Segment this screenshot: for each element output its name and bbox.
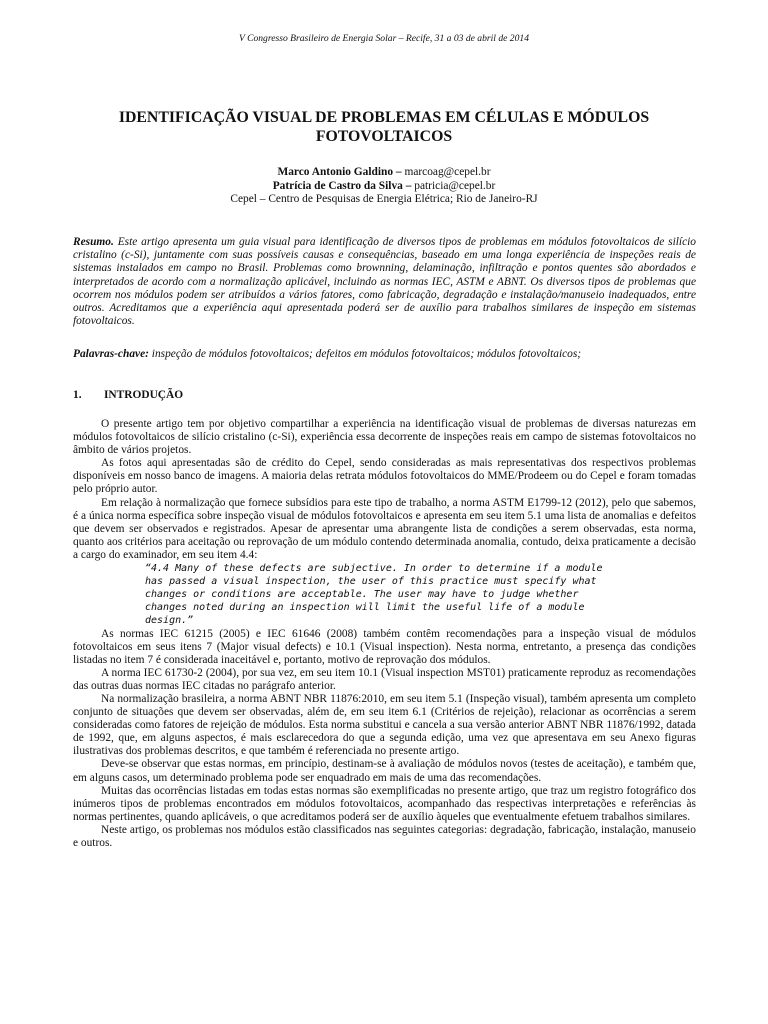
keywords-label: Palavras-chave: bbox=[73, 348, 149, 360]
author-separator: – bbox=[393, 166, 405, 178]
body-paragraph: Deve-se observar que estas normas, em princípio, destinam-se à avaliação de módulos novos (testes de aceitação), e também que, em alguns casos, um determinado problema pode ser enquadrado em mais de uma das recomendações. bbox=[73, 758, 696, 784]
body-paragraph: As fotos aqui apresentadas são de crédito do Cepel, sendo consideradas as mais representativas dos respectivos problemas disponíveis em nosso banco de imagens. A maioria delas retrata módulos fotovoltaicos do MME/Prodeem ou do Cepel e foram tomadas pelo próprio autor. bbox=[73, 457, 696, 496]
author-separator: – bbox=[402, 179, 415, 192]
author-name: Patrícia de Castro da Silva bbox=[272, 179, 403, 192]
abstract bbox=[73, 236, 696, 328]
section-title: INTRODUÇÃO bbox=[104, 389, 184, 401]
block-quote: “4.4 Many of these defects are subjective. In order to determine if a module has passed a visual inspection, the user of this practice must specify what changes or conditions are acceptable. The user may have to judge whether changes noted during an inspection will limit the useful life of a module design.” bbox=[145, 563, 603, 627]
author-block bbox=[0, 166, 768, 207]
paper-title: IDENTIFICAÇÃO VISUAL DE PROBLEMAS EM CÉLULAS E MÓDULOS FOTOVOLTAICOS bbox=[118, 109, 650, 145]
section-number: 1. bbox=[73, 389, 82, 401]
body-paragraph: As normas IEC 61215 (2005) e IEC 61646 (2008) também contêm recomendações para a inspeção visual de módulos fotovoltaicos em seus itens 7 (Major visual defects) e 10.1 (Visual inspection). Nesta norma, entretanto, a presença das condições listadas no item 7 é considerada inaceitável e, portanto, motivo de reprovação dos módulos. bbox=[73, 627, 696, 666]
body-paragraph: Neste artigo, os problemas nos módulos estão classificados nas seguintes categorias: degradação, fabricação, instalação, manuseio e outros. bbox=[73, 823, 696, 849]
body-paragraph: Na normalização brasileira, a norma ABNT NBR 11876:2010, em seu item 5.1 (Inspeção visual), também apresenta um completo conjunto de situações que devem ser observadas, além de, em seu item 6.1 (Critérios de rejeição), relacionar as ocorrências a serem consideradas como fatores de rejeição de módulos. Esta norma substitui e cancela a sua versão anterior ABNT NBR 11876/1992, datada de 1992, que, em alguns aspectos, é mais esclarecedora do que a segunda edição, uma vez que apresentava em seu Anexo figuras ilustrativas dos problemas descritos, e que também é referenciada no presente artigo. bbox=[73, 692, 696, 758]
body-paragraph: O presente artigo tem por objetivo compartilhar a experiência na identificação visual de problemas de diversas naturezas em módulos fotovoltaicos de silício cristalino (c-Si), experiência essa decorrente de inspeções reais em campo de sistemas fotovoltaicos no âmbito de vários projetos. bbox=[73, 418, 696, 457]
section-heading bbox=[73, 389, 183, 401]
author-name: Marco Antonio Galdino bbox=[277, 166, 394, 178]
affiliation: Cepel – Centro de Pesquisas de Energia Elétrica; Rio de Janeiro-RJ bbox=[230, 193, 538, 206]
author-email[interactable]: marcoag@cepel.br bbox=[404, 166, 491, 178]
body-paragraph: Muitas das ocorrências listadas em todas estas normas são exemplificadas no presente artigo, que traz um registro fotográfico dos inúmeros tipos de problemas encontrados em módulos fotovoltaicos, acompanhado das respectivas interpretações e referências às normas pertinentes, quando aplicáveis, o que acreditamos poderá ser de auxílio àqueles que eventualmente efetuem trabalhos similares. bbox=[73, 784, 696, 823]
keywords-text: inspeção de módulos fotovoltaicos; defeitos em módulos fotovoltaicos; módulos fotovoltaicos; bbox=[151, 348, 582, 360]
section-body bbox=[73, 418, 696, 850]
author-line bbox=[0, 180, 768, 194]
body-paragraph: Em relação à normalização que fornece subsídios para este tipo de trabalho, a norma ASTM E1799-12 (2012), pelo que sabemos, é a única norma específica sobre inspeção visual de módulos fotovoltaicos e apresenta em seu item 5.1 uma lista de anomalias e defeitos que devem ser observados e registrados. Apesar de apresentar uma abrangente lista de condições a serem observadas, esta norma, quanto aos critérios para aceitação ou reprovação de um módulo contendo determinada anomalia, contudo, deixa praticamente a decisão a cargo do examinador, em seu item 4.4: bbox=[73, 496, 696, 561]
keywords bbox=[73, 348, 696, 361]
body-paragraph: A norma IEC 61730-2 (2004), por sua vez, em seu item 10.1 (Visual inspection MST01) praticamente reproduz as recomendações das outras duas normas IEC citadas no parágrafo anterior. bbox=[73, 666, 696, 692]
abstract-label: Resumo. bbox=[73, 236, 114, 248]
author-email[interactable]: patricia@cepel.br bbox=[414, 179, 496, 192]
abstract-text: Este artigo apresenta um guia visual para identificação de diversos tipos de problemas em módulos fotovoltaicos de silício cristalino (c-Si), juntamente com suas possíveis causas e consequências, baseado em uma longa experiência de inspeções reais de sistemas instalados em campo no Brasil. Problemas como brownning, delaminação, infiltração e pontos quentes são abordados e interpretados de acordo com a normalização aplicável, incluindo as normas IEC, ASTM e ABNT. Os diversos tipos de problemas que ocorrem nos módulos podem ser atribuídos a vários fatores, como fabricação, degradação e instalação/manuseio inadequados, entre outros. Acreditamos que a experiência aqui apresentada poderá ser de auxílio para trabalhos similares de inspeção em sistemas fotovoltaicos. bbox=[73, 236, 696, 328]
author-line bbox=[0, 166, 768, 180]
running-header: V Congresso Brasileiro de Energia Solar – Recife, 31 a 03 de abril de 2014 bbox=[238, 33, 529, 44]
